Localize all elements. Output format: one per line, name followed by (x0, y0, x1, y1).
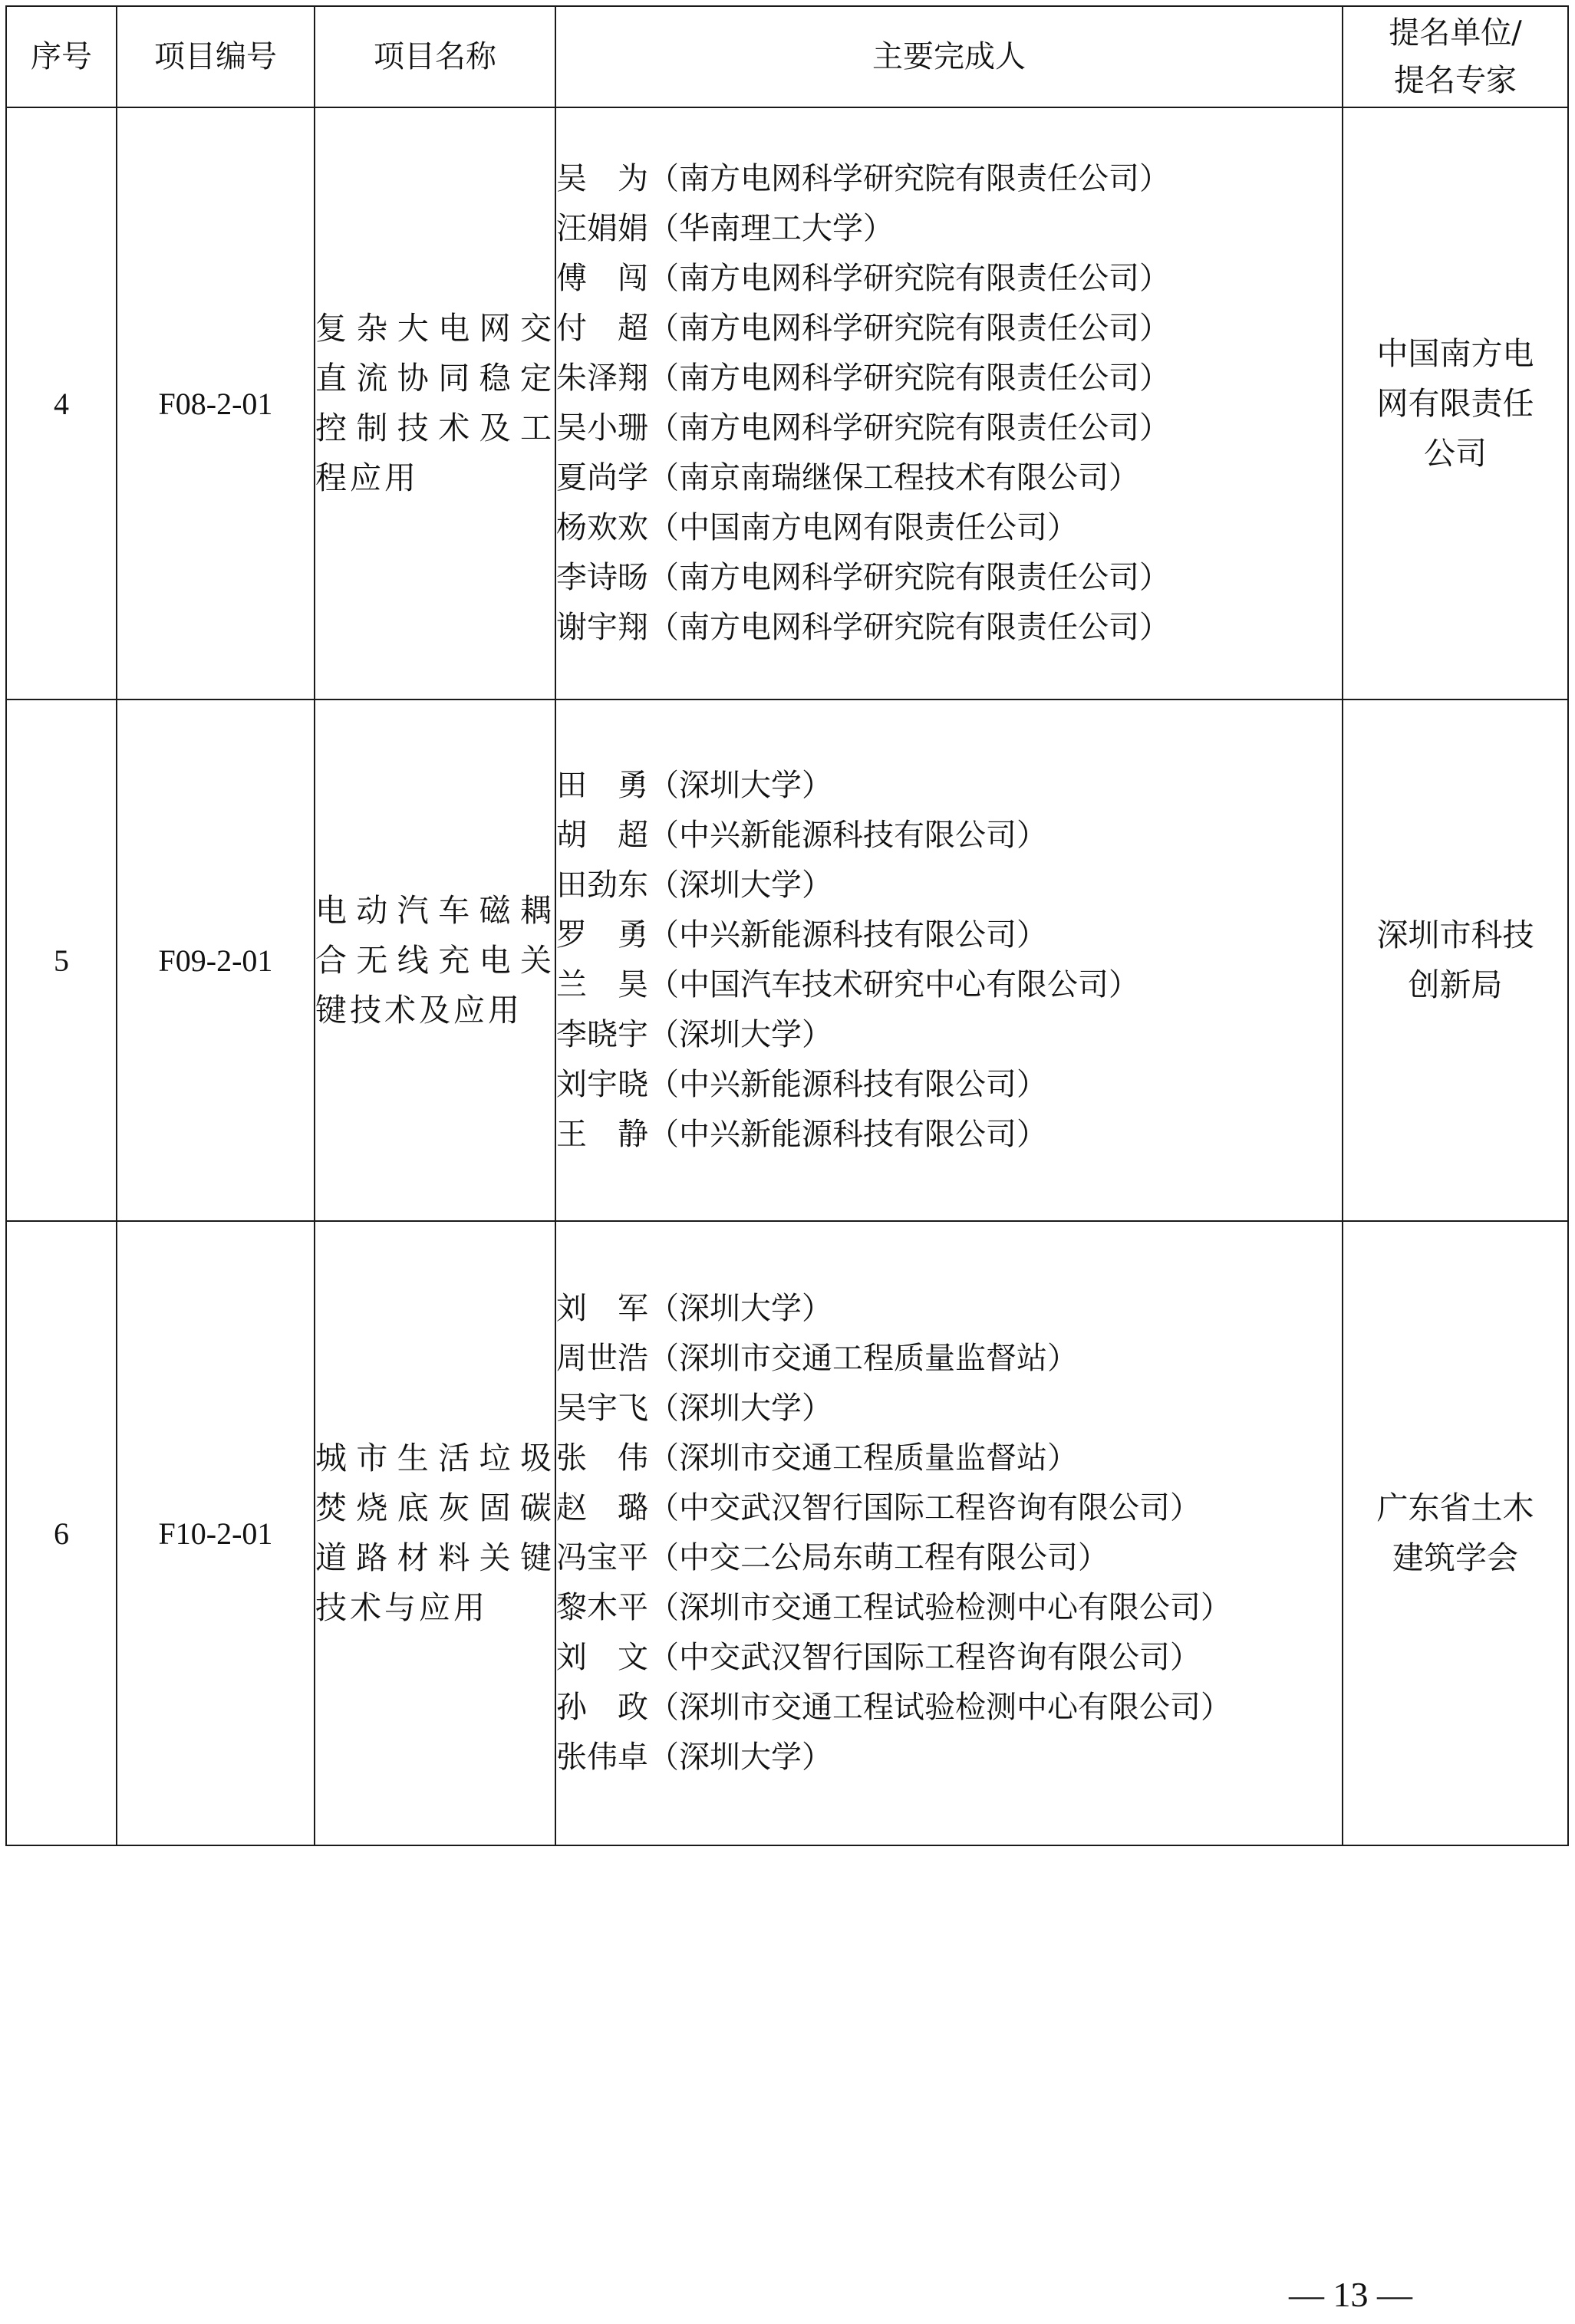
contributor: 张 伟（深圳市交通工程质量监督站） (556, 1440, 1078, 1476)
contributor: 吴 为（南方电网科学研究院有限责任公司） (556, 161, 1170, 196)
contributor: 赵 璐（中交武汉智行国际工程咨询有限公司） (556, 1490, 1201, 1526)
table-row (6, 1221, 1568, 1845)
contributor: 刘 文（中交武汉智行国际工程咨询有限公司） (556, 1640, 1201, 1675)
contributor: 张伟卓（深圳大学） (556, 1740, 832, 1775)
contributor: 李晓宇（深圳大学） (556, 1017, 832, 1052)
contributor: 谢宇翔（南方电网科学研究院有限责任公司） (556, 610, 1170, 645)
contributor: 李诗旸（南方电网科学研究院有限责任公司） (556, 560, 1170, 595)
header-nominating-unit: 提名单位/ 提名专家 (1343, 6, 1568, 107)
contributor: 周世浩（深圳市交通工程质量监督站） (556, 1341, 1078, 1376)
row-nominating-unit: 深圳市科技 创新局 (1376, 917, 1534, 1003)
row-seq: 6 (6, 1221, 117, 1845)
contributor: 朱泽翔（南方电网科学研究院有限责任公司） (556, 360, 1170, 396)
contributor: 黎木平（深圳市交通工程试验检测中心有限公司） (556, 1590, 1231, 1625)
header-project-name: 项目名称 (315, 6, 555, 107)
row-nominating-unit: 广东省土木 建筑学会 (1376, 1490, 1534, 1576)
header-seq: 序号 (6, 6, 117, 107)
table-row (6, 700, 1568, 1221)
contributor: 刘 军（深圳大学） (556, 1291, 832, 1326)
contributor: 傅 闯（南方电网科学研究院有限责任公司） (556, 261, 1170, 296)
contributor: 孙 政（深圳市交通工程试验检测中心有限公司） (556, 1690, 1231, 1725)
row-project-code: F10-2-01 (117, 1221, 315, 1845)
row-seq: 4 (6, 107, 117, 700)
row-project-name: 城市生活垃圾焚烧底灰固碳道路材料关键技术与应用 (315, 1440, 555, 1626)
award-projects-table (5, 5, 1569, 1846)
contributor: 兰 昊（中国汽车技术研究中心有限公司） (556, 967, 1139, 1002)
contributor: 王 静（中兴新能源科技有限公司） (556, 1117, 1047, 1152)
table-row (6, 107, 1568, 700)
contributor: 夏尚学（南京南瑞继保工程技术有限公司） (556, 460, 1139, 495)
contributor: 吴宇飞（深圳大学） (556, 1391, 832, 1426)
contributor: 罗 勇（中兴新能源科技有限公司） (556, 917, 1047, 953)
contributor: 吴小珊（南方电网科学研究院有限责任公司） (556, 410, 1170, 446)
contributor: 杨欢欢（中国南方电网有限责任公司） (556, 510, 1078, 545)
page-number: — 13 — (1289, 2275, 1412, 2314)
contributor: 田 勇（深圳大学） (556, 768, 832, 803)
row-nominating-unit: 中国南方电 网有限责任 公司 (1376, 334, 1534, 472)
contributor: 刘宇晓（中兴新能源科技有限公司） (556, 1067, 1047, 1102)
row-seq: 5 (6, 700, 117, 1221)
header-project-code: 项目编号 (117, 6, 315, 107)
contributor: 田劲东（深圳大学） (556, 867, 832, 903)
row-project-name: 电动汽车磁耦合无线充电关键技术及应用 (315, 891, 555, 1029)
header-main-contributors: 主要完成人 (555, 6, 1343, 107)
row-project-code: F09-2-01 (117, 700, 315, 1221)
row-project-name: 复杂大电网交直流协同稳定控制技术及工程应用 (315, 310, 555, 496)
contributor: 付 超（南方电网科学研究院有限责任公司） (556, 311, 1170, 346)
contributor: 汪娟娟（华南理工大学） (556, 211, 894, 246)
row-project-code: F08-2-01 (117, 107, 315, 700)
contributor: 胡 超（中兴新能源科技有限公司） (556, 818, 1047, 853)
contributor: 冯宝平（中交二公局东萌工程有限公司） (556, 1540, 1109, 1575)
table-header-row (6, 6, 1568, 107)
